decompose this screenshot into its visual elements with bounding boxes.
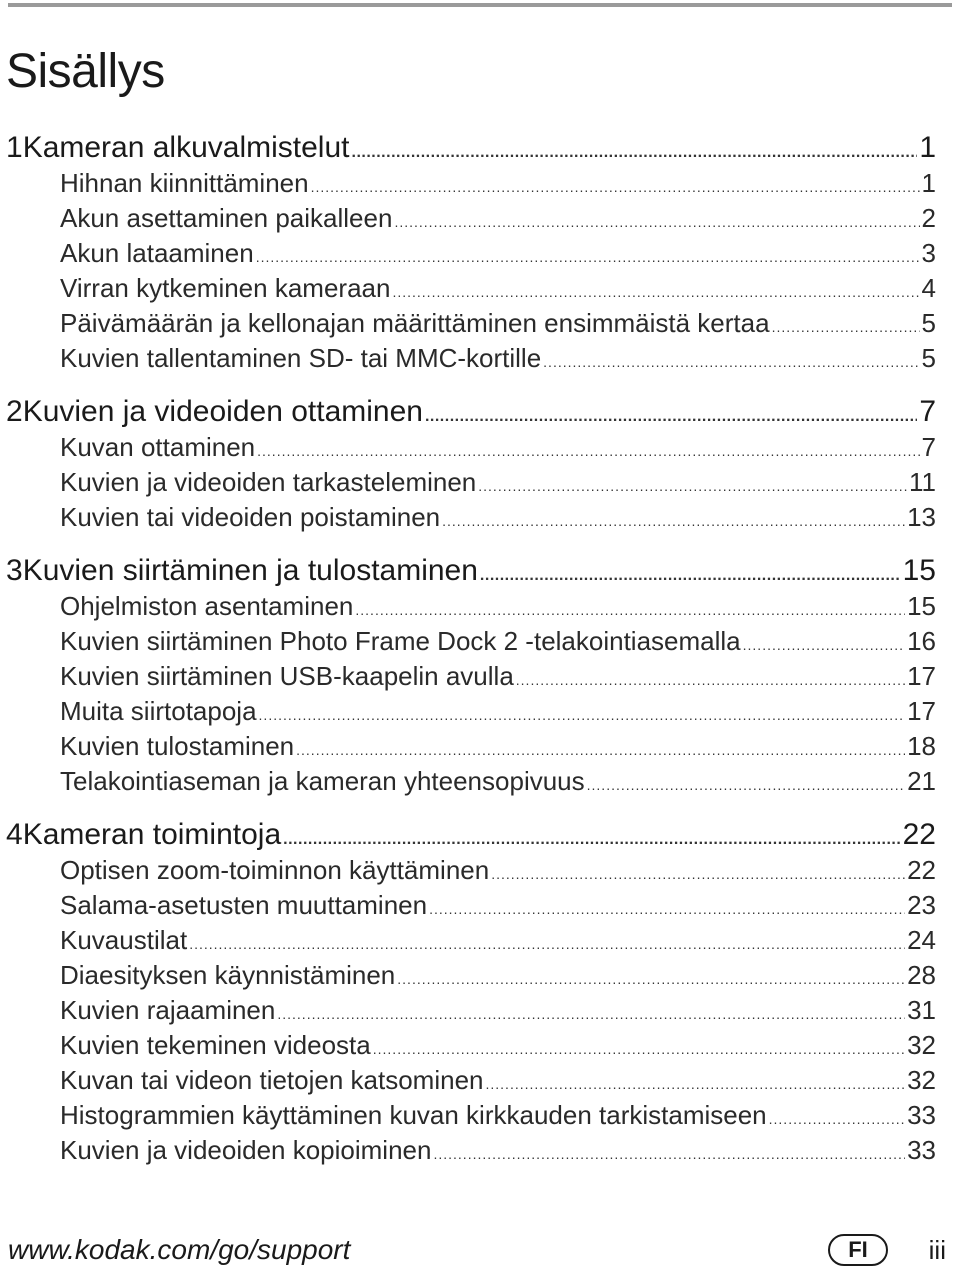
- entry-page: 17: [907, 696, 936, 726]
- toc-entry-row[interactable]: [0, 923, 960, 958]
- entry-page: 33: [907, 1100, 936, 1130]
- dot-leader: [433, 1137, 905, 1168]
- entry-page: 32: [907, 1030, 936, 1060]
- entry-page: 24: [907, 925, 936, 955]
- toc-entry-row[interactable]: [0, 659, 960, 694]
- entry-page: 2: [921, 203, 936, 233]
- entry-page: 5: [921, 343, 936, 373]
- entry-title: Kuvien tai videoiden poistaminen: [60, 502, 441, 532]
- entry-title: Histogrammien käyttäminen kuvan kirkkauden tarkistamiseen: [60, 1100, 767, 1130]
- toc-entry-row[interactable]: [0, 993, 960, 1028]
- entry-title: Ohjelmiston asentaminen: [60, 591, 354, 621]
- chapter-page: 7: [919, 395, 936, 428]
- entry-title: Kuvan tai videon tietojen katsominen: [60, 1065, 484, 1095]
- entry-title: Kuvien tulostaminen: [60, 731, 295, 761]
- entry-title: Virran kytkeminen kameraan: [60, 273, 391, 303]
- entry-page: 22: [907, 855, 936, 885]
- dot-leader: [743, 628, 905, 659]
- dot-leader: [394, 205, 919, 236]
- toc-chapter-row[interactable]: [0, 553, 960, 589]
- dot-leader: [486, 1067, 906, 1098]
- dot-leader: [311, 170, 920, 201]
- toc-entry-row[interactable]: [0, 694, 960, 729]
- entry-title: Kuvien tallentaminen SD- tai MMC-kortille: [60, 343, 542, 373]
- dot-leader: [392, 275, 919, 306]
- dot-leader: [256, 240, 920, 271]
- top-rule: [8, 3, 952, 7]
- dot-leader: [478, 469, 907, 500]
- dot-leader: [373, 1032, 905, 1063]
- entry-page: 31: [907, 995, 936, 1025]
- entry-title: Kuvien siirtäminen USB-kaapelin avulla: [60, 661, 514, 691]
- chapter-number: 4: [6, 818, 23, 851]
- dot-leader: [257, 434, 919, 465]
- toc-entry-row[interactable]: [0, 341, 960, 376]
- dot-leader: [283, 822, 900, 853]
- dot-leader: [189, 927, 905, 958]
- entry-page: 13: [907, 502, 936, 532]
- toc-chapter-row[interactable]: [0, 394, 960, 430]
- toc-entry-row[interactable]: [0, 306, 960, 341]
- toc-entry-row[interactable]: [0, 589, 960, 624]
- entry-title: Kuvien tekeminen videosta: [60, 1030, 371, 1060]
- entry-title: Kuvien rajaaminen: [60, 995, 276, 1025]
- toc-entry-row[interactable]: [0, 500, 960, 535]
- entry-page: 4: [921, 273, 936, 303]
- entry-title: Diaesityksen käynnistäminen: [60, 960, 396, 990]
- page-number: iii: [928, 1235, 946, 1265]
- entry-title: Salama-asetusten muuttaminen: [60, 890, 428, 920]
- entry-page: 32: [907, 1065, 936, 1095]
- toc-entry-row[interactable]: [0, 1063, 960, 1098]
- entry-page: 11: [909, 467, 936, 497]
- entry-page: 18: [907, 731, 936, 761]
- entry-title: Kuvien siirtäminen Photo Frame Dock 2 -telakointiasemalla: [60, 626, 741, 656]
- support-url[interactable]: www.kodak.com/go/support: [8, 1234, 351, 1265]
- chapter-title: Kameran alkuvalmistelut: [22, 131, 350, 164]
- entry-title: Akun lataaminen: [60, 238, 254, 268]
- entry-title: Kuvien ja videoiden kopioiminen: [60, 1135, 432, 1165]
- toc-entry-row[interactable]: [0, 465, 960, 500]
- entry-page: 5: [921, 308, 936, 338]
- entry-page: 15: [907, 591, 936, 621]
- language-badge: FI: [828, 1234, 888, 1266]
- entry-title: Muita siirtotapoja: [60, 696, 257, 726]
- entry-title: Kuvaustilat: [60, 925, 188, 955]
- entry-title: Akun asettaminen paikalleen: [60, 203, 393, 233]
- entry-page: 1: [921, 168, 936, 198]
- entry-title: Päivämäärän ja kellonajan määrittäminen ensimmäistä kertaa: [60, 308, 770, 338]
- toc-entry-row[interactable]: [0, 624, 960, 659]
- entry-title: Telakointiaseman ja kameran yhteensopivuus: [60, 766, 585, 796]
- entry-page: 21: [907, 766, 936, 796]
- chapter-title: Kameran toimintoja: [22, 818, 282, 851]
- entry-page: 3: [921, 238, 936, 268]
- chapter-number: 2: [6, 395, 23, 428]
- dot-leader: [397, 962, 905, 993]
- toc-entry-row[interactable]: [0, 888, 960, 923]
- chapter-number: 3: [6, 554, 23, 587]
- table-of-contents: [0, 130, 960, 1186]
- dot-leader: [277, 997, 905, 1028]
- toc-entry-row[interactable]: [0, 236, 960, 271]
- toc-entry-row[interactable]: [0, 853, 960, 888]
- chapter-page: 22: [902, 818, 936, 851]
- chapter-block: [0, 394, 960, 535]
- entry-page: 16: [907, 626, 936, 656]
- entry-page: 23: [907, 890, 936, 920]
- entry-title: Hihnan kiinnittäminen: [60, 168, 309, 198]
- dot-leader: [355, 593, 905, 624]
- entry-page: 17: [907, 661, 936, 691]
- dot-leader: [429, 892, 905, 923]
- toc-chapter-row[interactable]: [0, 817, 960, 853]
- toc-entry-row[interactable]: [0, 166, 960, 201]
- page-title: Sisällys: [6, 45, 165, 98]
- dot-leader: [480, 558, 901, 589]
- toc-entry-row[interactable]: [0, 1028, 960, 1063]
- dot-leader: [516, 663, 905, 694]
- dot-leader: [491, 857, 905, 888]
- entry-title: Kuvan ottaminen: [60, 432, 256, 462]
- dot-leader: [769, 1102, 905, 1133]
- entry-page: 28: [907, 960, 936, 990]
- entry-page: 7: [921, 432, 936, 462]
- chapter-title: Kuvien ja videoiden ottaminen: [22, 395, 423, 428]
- toc-entry-row[interactable]: [0, 958, 960, 993]
- dot-leader: [772, 310, 920, 341]
- chapter-page: 15: [902, 554, 936, 587]
- toc-entry-row[interactable]: [0, 271, 960, 306]
- chapter-block: [0, 130, 960, 376]
- toc-chapter-row[interactable]: [0, 130, 960, 166]
- dot-leader: [352, 135, 918, 166]
- dot-leader: [296, 733, 905, 764]
- chapter-block: [0, 817, 960, 1168]
- dot-leader: [587, 768, 905, 799]
- toc-entry-row[interactable]: [0, 1098, 960, 1133]
- dot-leader: [543, 345, 919, 376]
- chapter-page: 1: [919, 131, 936, 164]
- entry-page: 33: [907, 1135, 936, 1165]
- chapter-title: Kuvien siirtäminen ja tulostaminen: [22, 554, 478, 587]
- toc-entry-row[interactable]: [0, 729, 960, 764]
- chapter-number: 1: [6, 131, 23, 164]
- entry-title: Kuvien ja videoiden tarkasteleminen: [60, 467, 477, 497]
- toc-entry-row[interactable]: [0, 430, 960, 465]
- toc-entry-row[interactable]: [0, 201, 960, 236]
- dot-leader: [442, 504, 905, 535]
- dot-leader: [259, 698, 906, 729]
- chapter-block: [0, 553, 960, 799]
- toc-entry-row[interactable]: [0, 1133, 960, 1168]
- dot-leader: [425, 399, 917, 430]
- entry-title: Optisen zoom-toiminnon käyttäminen: [60, 855, 490, 885]
- footer: [0, 1230, 960, 1270]
- toc-entry-row[interactable]: [0, 764, 960, 799]
